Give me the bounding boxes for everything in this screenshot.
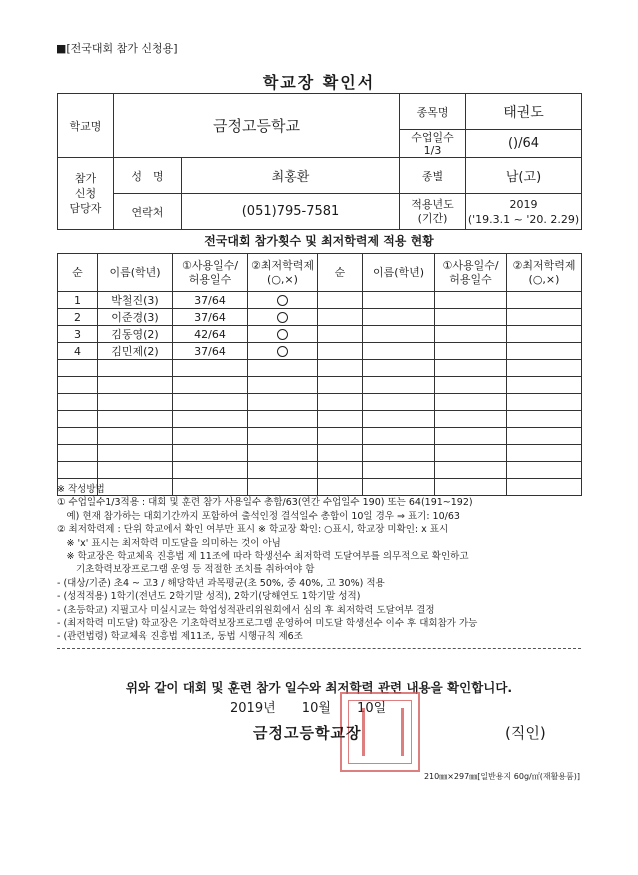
- row-no: 3: [58, 326, 98, 343]
- note-line: - (성적적용) 1학기(전년도 2학기말 성적), 2학기(당해연도 1학기말 성적): [57, 591, 361, 603]
- note-line: ※ 'x' 표시는 최저학력 미도달을 의미하는 것이 아님: [57, 537, 281, 549]
- principal-signature: 금정고등학교장: [253, 724, 362, 742]
- note-line: - (대상/기준) 초4 ~ 고3 / 해당학년 과목평균(초 50%, 중 40%, 고 30%) 적용: [57, 577, 385, 589]
- row-days: 37/64: [173, 309, 248, 326]
- event-label: 종목명: [400, 94, 466, 130]
- row-days: 42/64: [173, 326, 248, 343]
- col-name-left: 이름(학년): [98, 254, 173, 292]
- table-row-empty: [58, 377, 582, 394]
- table-row: [58, 309, 582, 326]
- table-row-empty: [58, 411, 582, 428]
- row-name: 박철진(3): [98, 292, 173, 309]
- school-label: 학교명: [58, 94, 114, 158]
- instructions-section: [57, 483, 581, 649]
- col-days-left: ①사용일수/ 허용일수: [173, 254, 248, 292]
- year-value: 2019 ('19.3.1 ~ '20. 2.29): [466, 194, 582, 230]
- event-value: 태권도: [466, 94, 582, 130]
- circle-mark-icon: [277, 329, 288, 340]
- table-row: [58, 292, 582, 309]
- date-year: 2019년: [230, 701, 276, 716]
- note-line: ※ 학교장은 학교체육 진흥법 제 11조에 따라 학생선수 최저학력 도달여부를 의무적으로 확인하고: [57, 551, 469, 563]
- row-min-mark: [248, 292, 318, 309]
- col-name-right: 이름(학년): [363, 254, 435, 292]
- row-days: 37/64: [173, 343, 248, 360]
- note-line: - (최저학력 미도달) 학교장은 기초학력보장프로그램 운영하여 미도달 학생선수 이수 후 대회참가 가능: [57, 618, 478, 630]
- school-name: 금정고등학교: [114, 94, 400, 158]
- row-name: 이준경(3): [98, 309, 173, 326]
- seal-label: (직인): [505, 724, 546, 742]
- table-row-empty: [58, 394, 582, 411]
- row-name: 김민제(2): [98, 343, 173, 360]
- col-no-left: 순: [58, 254, 98, 292]
- class-days-label: 수업일수 1/3: [400, 130, 466, 158]
- row-min-mark: [248, 309, 318, 326]
- paper-spec-footer: 210㎜×297㎜[일반용지 60g/㎡(재활용품)]: [423, 772, 580, 781]
- form-type-tag: ■[전국대회 참가 신청용]: [56, 42, 178, 55]
- roster-header-row: [58, 254, 582, 292]
- row-no: 2: [58, 309, 98, 326]
- row-no: 4: [58, 343, 98, 360]
- note-line: ① 수업일수1/3적용 : 대회 및 훈련 참가 사용일수 총합/63(연간 수업일수 190) 또는 64(191~192): [57, 497, 473, 509]
- col-days-right: ①사용일수/ 허용일수: [435, 254, 507, 292]
- table-row: [58, 326, 582, 343]
- status-title: 전국대회 참가횟수 및 최저학력제 적용 현황: [204, 234, 434, 248]
- row-name: 김동영(2): [98, 326, 173, 343]
- table-row-empty: [58, 428, 582, 445]
- gender-value: 남(고): [466, 158, 582, 194]
- contact-label: 연락처: [114, 194, 182, 230]
- table-row: [58, 343, 582, 360]
- note-line: 예) 현재 참가하는 대회기간까지 포함하여 출석인정 결석일수 총합이 10일 경우 ⇒ 표기: 10/63: [57, 510, 460, 522]
- school-info-table: [57, 93, 582, 230]
- table-row-empty: [58, 445, 582, 462]
- gender-label: 종별: [400, 158, 466, 194]
- year-label: 적용년도 (기간): [400, 194, 466, 230]
- row-min-mark: [248, 326, 318, 343]
- col-min-left: ②최저학력제 (○,×): [248, 254, 318, 292]
- note-line: 기초학력보장프로그램 운영 등 적절한 조치를 취하여야 함: [57, 564, 315, 576]
- contact-value: (051)795-7581: [182, 194, 400, 230]
- row-no: 1: [58, 292, 98, 309]
- note-line: - (관련법령) 학교체육 진흥법 제11조, 동법 시행규칙 제6조: [57, 631, 303, 643]
- table-row-empty: [58, 360, 582, 377]
- table-row-empty: [58, 462, 582, 479]
- circle-mark-icon: [277, 346, 288, 357]
- staff-label: 참가 신청 담당자: [58, 158, 114, 230]
- circle-mark-icon: [277, 312, 288, 323]
- col-no-right: 순: [318, 254, 363, 292]
- name-value: 최홍환: [182, 158, 400, 194]
- row-min-mark: [248, 343, 318, 360]
- document-title: 학교장 확인서: [262, 73, 376, 92]
- col-min-right: ②최저학력제 (○,×): [507, 254, 582, 292]
- note-line: - (초등학교) 지필고사 미실시교는 학업성적관리위원회에서 심의 후 최저학력 도달여부 결정: [57, 604, 435, 616]
- row-days: 37/64: [173, 292, 248, 309]
- confirmation-text: 위와 같이 대회 및 훈련 참가 일수와 최저학력 관련 내용을 확인합니다.: [125, 680, 513, 695]
- circle-mark-icon: [277, 295, 288, 306]
- name-label: 성 명: [114, 158, 182, 194]
- class-days-value: ()/64: [466, 130, 582, 158]
- note-line: ※ 작성방법: [57, 484, 105, 495]
- note-line: ② 최저학력제 : 단위 학교에서 확인 여부만 표시 ※ 학교장 확인: ○표시, 학교장 미확인: x 표시: [57, 524, 449, 536]
- date-month: 10월: [301, 701, 331, 716]
- date-day: 10일: [357, 701, 387, 716]
- roster-table: [57, 253, 582, 496]
